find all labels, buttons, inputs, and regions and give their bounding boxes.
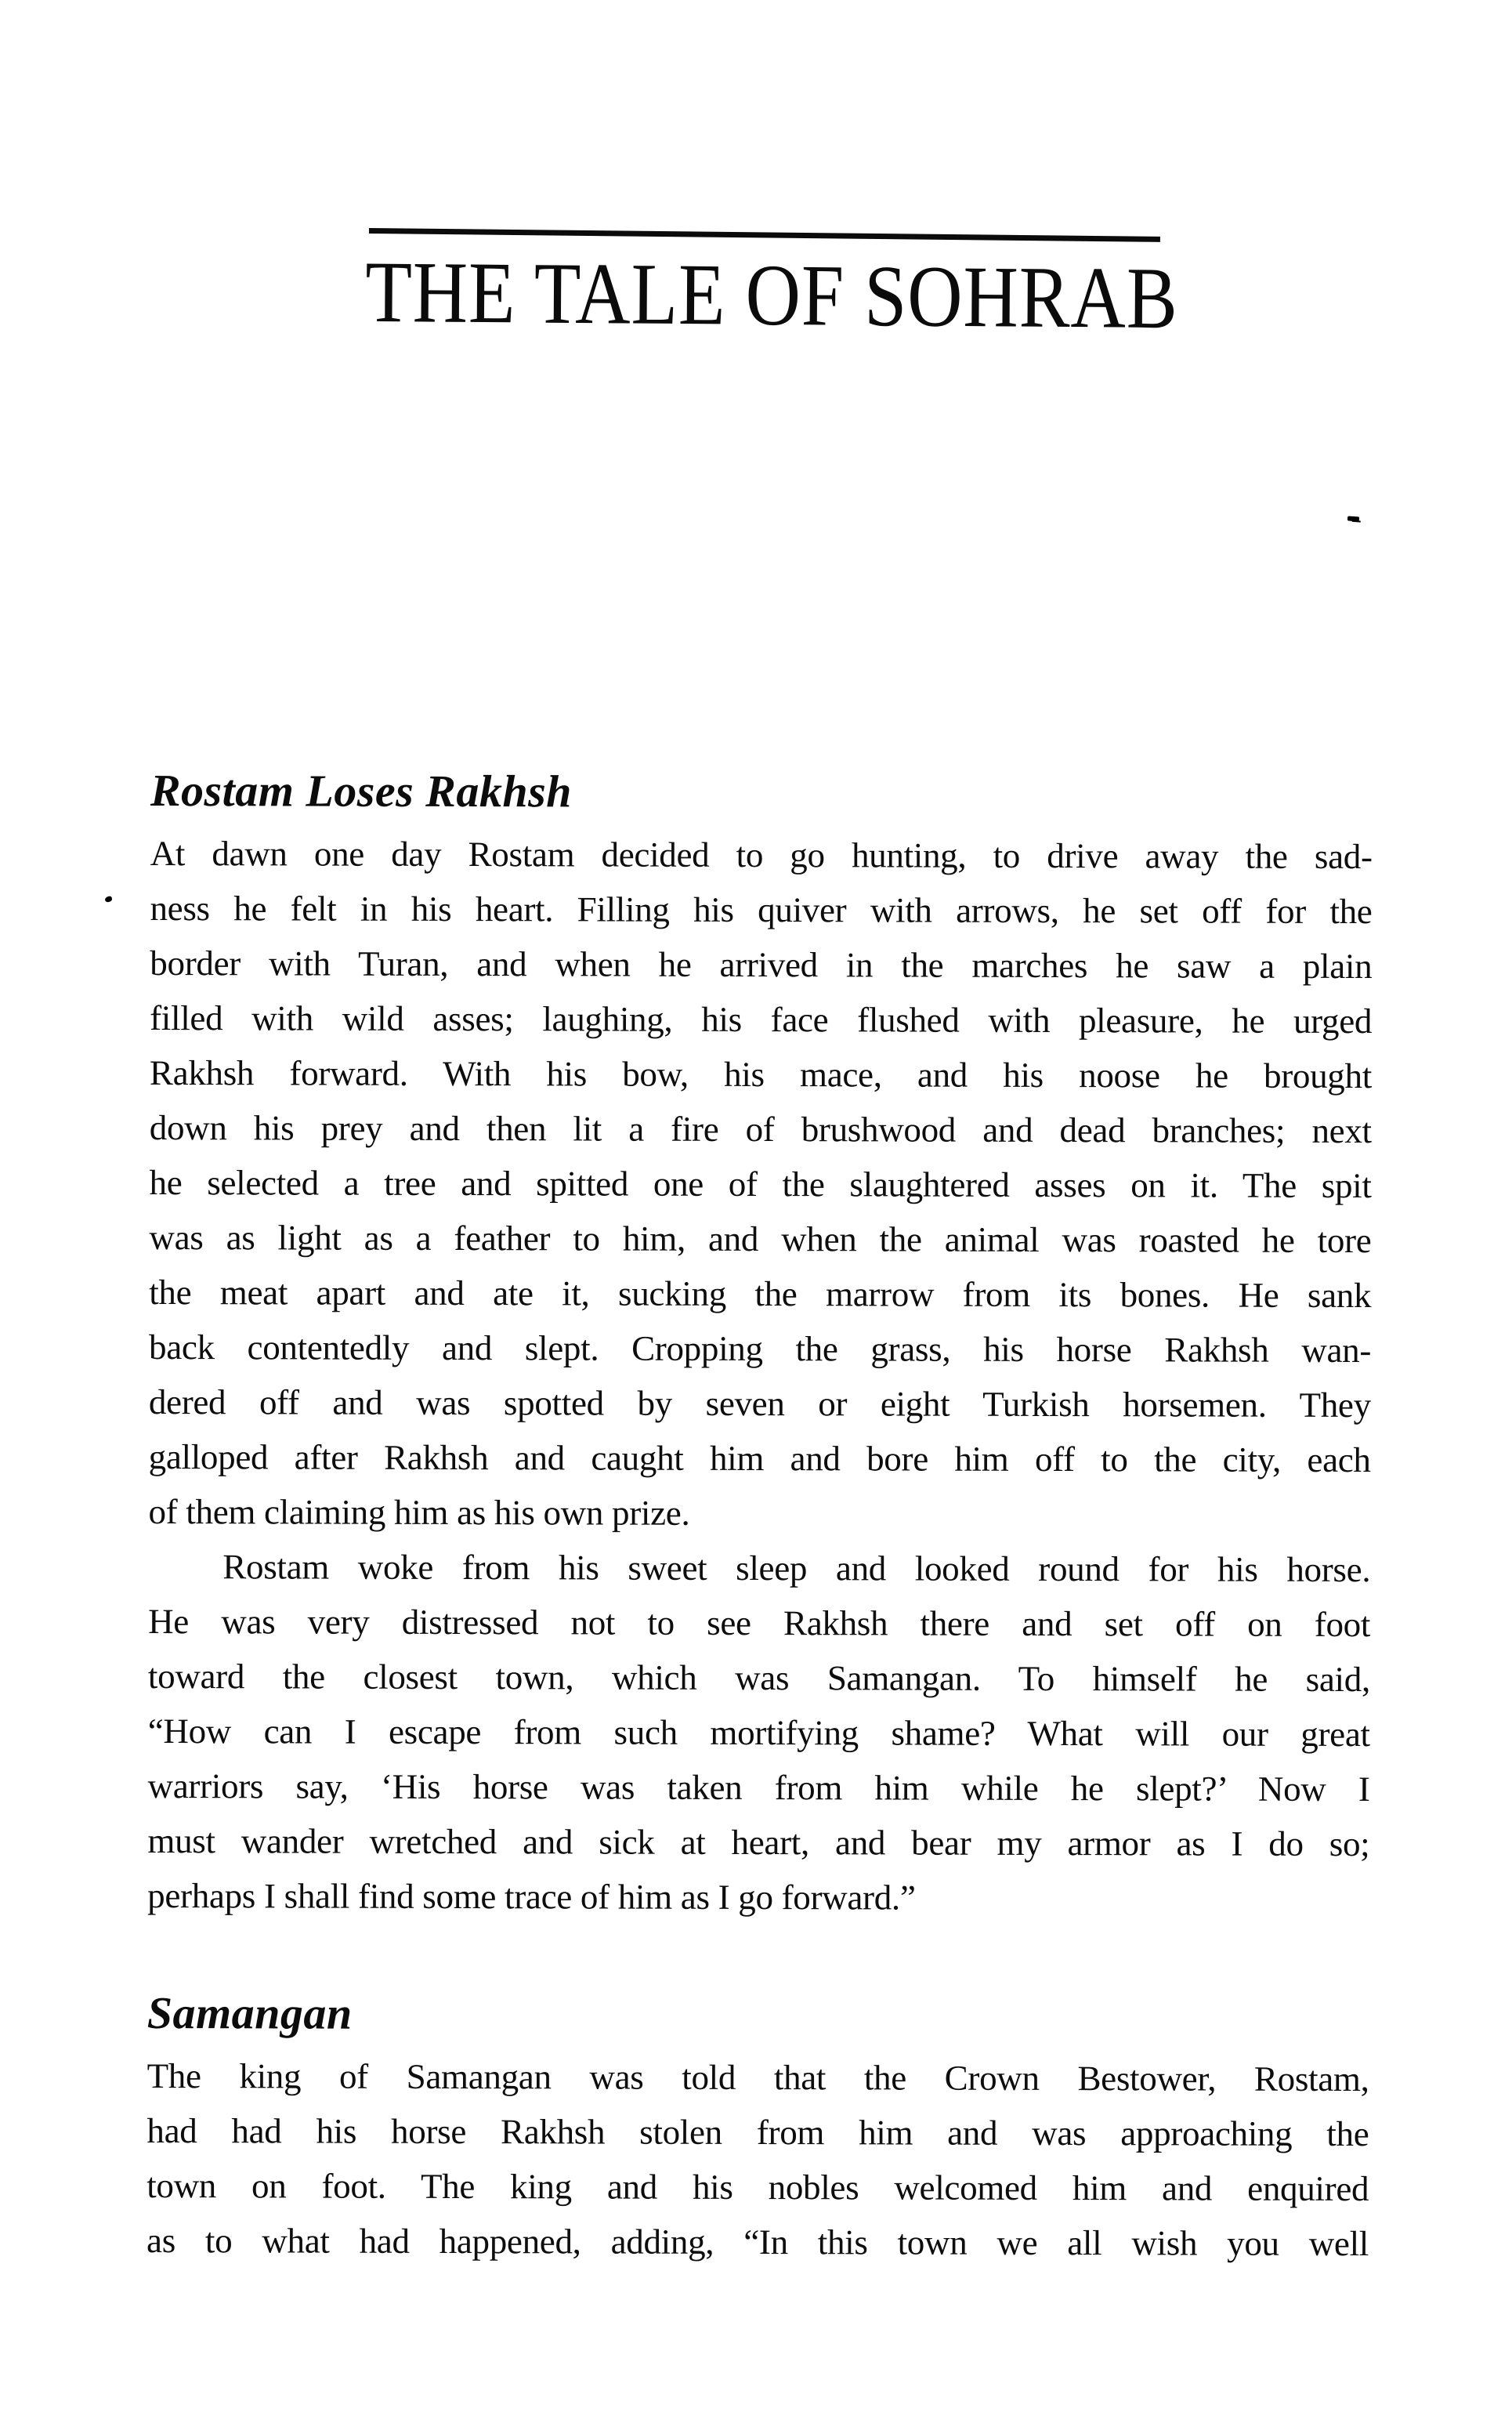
text-line: as to what had happened, adding, “In this town we all wish you well [146, 2220, 1369, 2264]
text-line: The king of Samangan was told that the Crown Bestower, Rostam, [146, 2055, 1369, 2099]
scan-speck-left [104, 896, 113, 903]
text-line: of them claiming him as his own prize. [148, 1491, 690, 1533]
paragraph [148, 826, 1372, 1542]
page-title: THE TALE OF SOHRAB [364, 243, 1179, 348]
paragraph [146, 2048, 1369, 2271]
title-divider-rule [369, 228, 1160, 242]
paragraph [147, 1539, 1370, 1926]
text-line: He was very distressed not to see Rakhsh there and set off on foot [148, 1601, 1371, 1645]
text-line: At dawn one day Rostam decided to go hunting, to drive away the sad- [150, 833, 1373, 877]
text-line: toward the closest town, which was Samangan. To himself he said, [147, 1656, 1371, 1700]
text-line: dered off and was spotted by seven or eight Turkish horsemen. They [148, 1382, 1371, 1425]
text-line: back contentedly and slept. Cropping the grass, his horse Rakhsh wan- [148, 1327, 1372, 1371]
text-line: “How can I escape from such mortifying shame? What will our great [147, 1711, 1370, 1755]
text-line: down his prey and then lit a fire of brushwood and dead branches; next [149, 1107, 1372, 1151]
scan-speck-right [1347, 516, 1359, 521]
text-line: warriors say, ‘His horse was taken from him while he slept?’ Now I [147, 1766, 1370, 1809]
section-heading: Rostam Loses Rakhsh [150, 765, 573, 817]
text-section [146, 1986, 1369, 2271]
text-line: border with Turan, and when he arrived in the marches he saw a plain [150, 943, 1373, 987]
page-content [146, 763, 1373, 2271]
text-line: Rakhsh forward. With his bow, his mace, and his noose he brought [149, 1052, 1373, 1096]
text-line: must wander wretched and sick at heart, and bear my armor as I do so; [147, 1820, 1370, 1864]
text-line: perhaps I shall find some trace of him as I go forward.” [147, 1875, 916, 1918]
section-heading: Samangan [146, 1987, 353, 2039]
text-line: filled with wild asses; laughing, his face flushed with pleasure, he urged [150, 998, 1373, 1041]
text-line: galloped after Rakhsh and caught him and bore him off to the city, each [148, 1436, 1371, 1480]
text-line: Rostam woke from his sweet sleep and looked round for his horse. [222, 1547, 1371, 1590]
text-line: the meat apart and ate it, sucking the marrow from its bones. He sank [149, 1272, 1372, 1316]
text-line: ness he felt in his heart. Filling his quiver with arrows, he set off for the [150, 888, 1373, 932]
text-line: he selected a tree and spitted one of the slaughtered asses on it. The spit [149, 1162, 1372, 1206]
text-line: town on foot. The king and his nobles welcomed him and enquired [146, 2165, 1369, 2209]
text-line: was as light as a feather to him, and when the animal was roasted he tore [149, 1217, 1372, 1261]
text-line: had had his horse Rakhsh stolen from him and was approaching the [146, 2110, 1369, 2154]
text-section [147, 763, 1373, 1926]
